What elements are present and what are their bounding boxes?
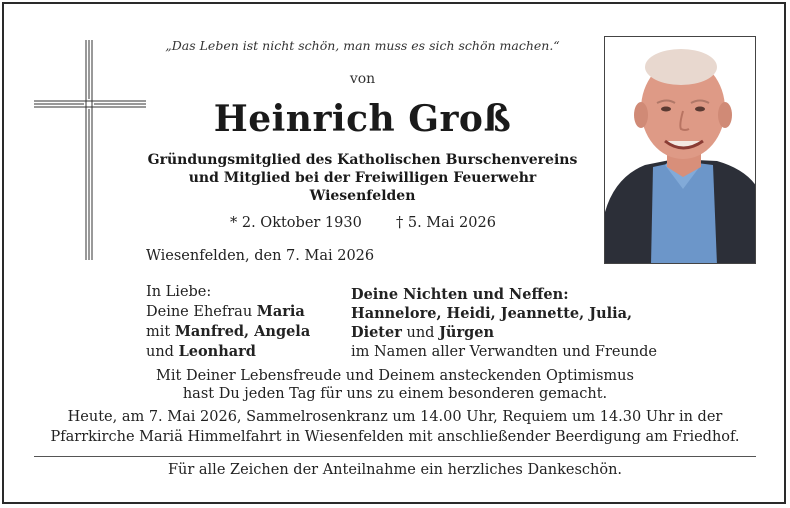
subtitle-line: Wiesenfelden xyxy=(309,188,416,204)
left-col-line: Deine Ehefrau Maria xyxy=(146,303,305,320)
subtitle-line: und Mitglied bei der Freiwilligen Feuerwehr xyxy=(188,170,537,186)
birth-date: * 2. Oktober 1930 xyxy=(230,215,362,231)
right-col-line: Dieter und Jürgen xyxy=(351,324,495,341)
left-col-line: mit Manfred, Angela xyxy=(146,323,311,340)
left-col-line: und Leonhard xyxy=(146,343,256,360)
divider xyxy=(34,456,756,457)
von-label: von xyxy=(349,71,376,87)
motto-line: Mit Deiner Lebensfreude und Deinem ansteckenden Optimismus xyxy=(156,368,634,384)
right-col-line: im Namen aller Verwandten und Freunde xyxy=(351,344,658,360)
deceased-name: Heinrich Groß xyxy=(213,98,512,140)
right-col-heading: Deine Nichten und Neffen: xyxy=(351,286,569,303)
motto-line: hast Du jeden Tag für uns zu einem besonderen gemacht. xyxy=(182,386,608,402)
thanks-line: Für alle Zeichen der Anteilnahme ein herzliches Dankeschön. xyxy=(167,462,623,478)
subtitle-line: Gründungsmitglied des Katholischen Burschenvereins xyxy=(147,152,578,168)
service-line: Pfarrkirche Mariä Himmelfahrt in Wiesenfelden mit anschließender Beerdigung am Friedhof. xyxy=(50,429,740,445)
quote: „Das Leben ist nicht schön, man muss es sich schön machen.“ xyxy=(165,38,560,53)
right-column xyxy=(351,285,657,362)
service-line: Heute, am 7. Mai 2026, Sammelrosenkranz um 14.00 Uhr, Requiem um 14.30 Uhr in der xyxy=(67,409,723,425)
portrait-photo xyxy=(604,36,756,264)
left-column xyxy=(146,283,310,362)
death-date: † 5. Mai 2026 xyxy=(396,215,496,231)
left-col-heading: In Liebe: xyxy=(146,284,212,300)
cross-icon xyxy=(32,38,148,262)
right-col-line: Hannelore, Heidi, Jeannette, Julia, xyxy=(351,305,633,322)
place-date: Wiesenfelden, den 7. Mai 2026 xyxy=(146,248,375,264)
